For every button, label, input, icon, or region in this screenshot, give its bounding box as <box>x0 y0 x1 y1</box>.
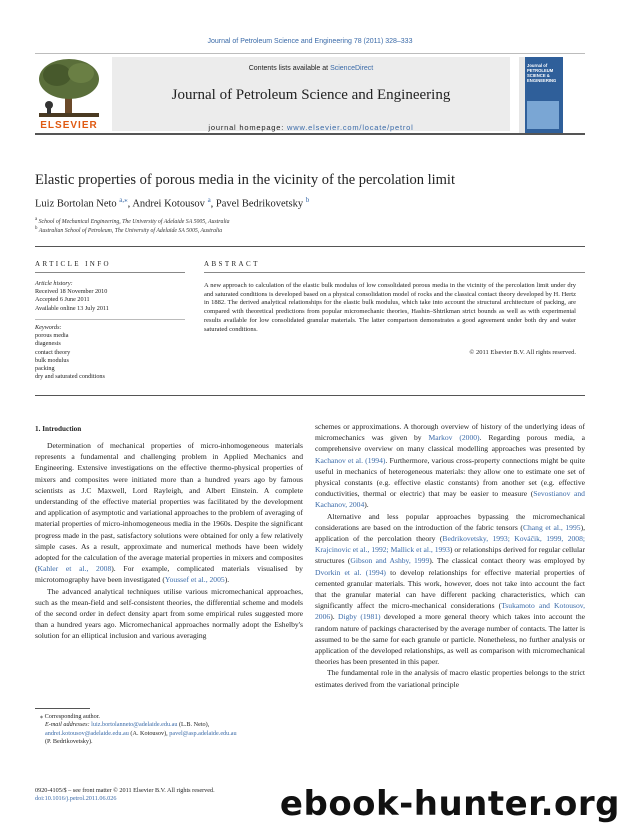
section-heading: 1. Introduction <box>35 425 82 433</box>
paragraph <box>315 667 585 689</box>
author-name: Luiz Bortolan Neto <box>35 198 117 210</box>
citation-link[interactable]: Gibson and Ashby, 1999 <box>350 556 430 566</box>
email-link[interactable]: pavel@asp.adelaide.edu.au <box>169 729 237 737</box>
journal-reference[interactable]: Journal of Petroleum Science and Engineering 78 (2011) 328–333 <box>207 38 413 45</box>
body-text: ). For example, complicated materials visualised by microtomography have been investigated ( <box>35 564 303 585</box>
homepage-prefix: journal homepage: <box>208 123 288 132</box>
author-list: Luiz Bortolan Neto $^{a,⁎}$, Andrei Kotousov $^a$, Pavel Bedrikovetsky $^b$ <box>35 196 310 210</box>
abstract-heading: ABSTRACT <box>204 260 260 268</box>
homepage-line <box>112 123 510 132</box>
footnotes <box>35 713 300 746</box>
abstract-rule <box>204 272 585 273</box>
body-text: Alternative and less popular approaches bypassing the micromechanical considerations are based on the introduction of the fabric tensors ( <box>315 511 585 532</box>
left-column-text <box>35 440 303 642</box>
homepage-link[interactable]: www.elsevier.com/locate/petrol <box>287 123 414 132</box>
footnote-rule <box>35 708 90 709</box>
keywords-block <box>35 324 185 381</box>
citation-link[interactable]: Tsukamoto and Kotousov, 2006 <box>315 601 585 622</box>
body-text: ). <box>364 500 369 510</box>
body-text: to develop relationships for effective material properties of cemented granular materials. This work, however, does not take into account the fact that the granular material can have different packing characteristics, which can significantly affect the micro-mechanical considerations ( <box>315 567 586 611</box>
paragraph <box>315 511 585 668</box>
journal-cover-thumbnail <box>519 57 563 133</box>
citation-link[interactable]: Kahler et al., 2008 <box>37 564 112 574</box>
email-owner: (A. Kotousov), <box>128 729 170 737</box>
keyword: bulk modulus <box>35 356 69 364</box>
online-date: Available online 13 July 2011 <box>35 304 109 312</box>
keyword: porous media <box>35 332 69 340</box>
body-text: schemes or approximations. A thorough overview of history of the underlying ideas of micromechanics was given by <box>315 422 585 443</box>
journal-title: Journal of Petroleum Science and Engineering <box>171 87 451 103</box>
cover-title: Journal of PETROLEUM SCIENCE & ENGINEERING <box>527 63 557 83</box>
article-history <box>35 280 185 313</box>
body-text: . Regarding porous media, a comprehensive overview on many classical modelling approaches was presented by <box>315 433 585 454</box>
email-line <box>35 721 300 729</box>
keyword: diagenesis <box>35 340 61 348</box>
body-text: ) or relationships derived for regular cellular structures ( <box>315 545 585 566</box>
affiliation-text: School of Mechanical Engineering, The University of Adelaide SA 5005, Australia <box>38 218 230 225</box>
article-info-rule <box>35 272 185 273</box>
abstract-bottom-rule <box>35 395 585 396</box>
keyword: packing <box>35 365 55 373</box>
contents-line <box>112 65 510 72</box>
paragraph <box>35 586 303 642</box>
keywords-rule <box>35 319 185 320</box>
affiliation-b <box>35 226 595 234</box>
author-name: Pavel Bedrikovetsky <box>215 198 304 210</box>
cover-spine <box>519 57 525 133</box>
citation-link[interactable]: Kachanov et al. (1994) <box>315 455 386 465</box>
body-text: The advanced analytical techniques utilise various micromechanical approaches, such as the mean-field and self-consistent theories, the differential scheme and models of the second order in defect density apart from some empirical rules suggested more than a hundred years ago. Micromechanical approaches normally adopt the Eshelby's solution for an elliptical inclusion and various averaging <box>35 586 303 641</box>
abstract-copyright: © 2011 Elsevier B.V. All rights reserved. <box>469 349 576 356</box>
citation-link[interactable]: Dvorkin et al. (1994) <box>315 567 386 577</box>
keyword: contact theory <box>35 348 71 356</box>
paragraph <box>35 440 303 586</box>
masthead-top-rule <box>35 53 585 54</box>
paragraph <box>315 421 585 511</box>
history-label: Article history: <box>35 280 73 287</box>
affiliation-marker: a <box>35 217 38 222</box>
masthead-bottom-rule <box>35 133 585 135</box>
email-label: E-mail addresses: <box>45 721 92 729</box>
body-text: The fundamental role in the analysis of macro elastic properties belongs to the strict estimates derived from the variational principle <box>315 668 585 689</box>
citation-link[interactable]: Bedrikovetsky, 1993; Kováčik, 1999, 2008; Krajcinovic et al., 1992; Mallick et al., 1993 <box>315 534 586 555</box>
body-text: ). <box>224 575 230 585</box>
received-date: Received 18 November 2010 <box>35 288 108 296</box>
article-info-heading: ARTICLE INFO <box>35 260 112 268</box>
citation-link[interactable]: Digby (1981) <box>337 612 381 622</box>
email-owner: (P. Bedrikovetsky). <box>45 737 93 745</box>
body-text: ). The classical contact theory was employed by <box>429 556 585 566</box>
author-superscript[interactable]: a,⁎ <box>119 196 128 204</box>
email-line <box>35 730 300 738</box>
contents-prefix: Contents lists available at <box>248 65 331 72</box>
email-link[interactable]: andrei.kotousov@adelaide.edu.au <box>45 729 129 737</box>
author-superscript[interactable]: a <box>207 196 211 204</box>
accepted-date: Accepted 6 June 2011 <box>35 296 90 304</box>
corresponding-author-note: ⁎ Corresponding author. <box>40 713 100 720</box>
article-title: Elastic properties of porous media in the vicinity of the percolation limit <box>35 172 455 188</box>
affiliation-a <box>35 217 595 225</box>
abstract-text: A new approach to calculation of the elastic bulk modulus of low consolidated porous media in the vicinity of the percolation limit under dry and saturated conditions is developed based on a physical consolidation model of rocks and the classical contact theory developed by H. Hertz in 1882. The derived analytical relationships for the elastic bulk modulus, which take into account the structural architecture of packing, are compared with theoretical predictions from popular micromechanic theories, Hashin–Shtrikman strict bounds as well as with experimental results available for low consolidated granular materials. The latter comparison demonstrates a good agreement under both dry and water saturated conditions. <box>204 282 576 333</box>
keyword: dry and saturated conditions <box>35 373 105 381</box>
body-text: . Furthermore, various cross-property connections might be quite useful in mechanics of heterogeneous materials: they allow one to estimate one set of physical constants (e.g. effective elastic constants) from another set (e.g. effective conductivities, thermal or electric) that may be easier to measure ( <box>315 455 585 499</box>
email-link[interactable]: luiz.bortolanneto@adelaide.edu.au <box>91 721 178 729</box>
body-text: ), application of the percolation theory ( <box>315 522 585 544</box>
citation-link[interactable]: Youssef et al., 2005 <box>164 575 225 585</box>
author-name: Andrei Kotousov <box>132 198 205 210</box>
affiliation-text: Australian School of Petroleum, The University of Adelaide SA 5005, Australia <box>38 227 223 234</box>
author-superscript[interactable]: b <box>305 196 310 204</box>
citation-link[interactable]: Markov (2000) <box>428 433 480 443</box>
body-text: ). <box>330 612 338 622</box>
body-text: developed a more general theory which takes into account the random nature of packings characterised by the average number of contacts. The latter is assumed to be the same for each granule or particle. Nonetheless, no further analysis or application of the developed relationships, as well as comparison with micromechanical theories has been presented in this paper. <box>315 612 585 667</box>
issn-line: 0920-4105/$ – see front matter © 2011 Elsevier B.V. All rights reserved. <box>35 787 215 794</box>
publisher-name: ELSEVIER <box>40 120 98 131</box>
citation-link[interactable]: Sevostianov and Kachanov, 2004 <box>315 489 585 510</box>
title-block-rule <box>35 246 585 247</box>
sciencedirect-link[interactable]: ScienceDirect <box>330 65 374 72</box>
doi-link[interactable]: doi:10.1016/j.petrol.2011.06.026 <box>35 795 117 803</box>
citation-link[interactable]: Chang et al., 1995 <box>522 522 581 532</box>
cover-image <box>527 101 559 129</box>
affiliation-marker: b <box>35 226 38 231</box>
keywords-label: Keywords: <box>35 324 62 331</box>
email-owner: (L.B. Neto), <box>177 721 210 729</box>
watermark: ebook-hunter.org <box>279 784 620 824</box>
body-text: Determination of mechanical properties of micro-inhomogeneous materials represents a fundamental and challenging problem in Applied Mechanics and Engineering. Extensive investigations on the effective thermo-physical properties of mixers and composites were initiated more than a hundred years ago by famous scientists as J.C Maxwell, Lord Rayleigh, and Albert Einstein. A complete understanding of the effective material properties was facilitated by the development and application of asymptotic and variational approaches to the problem of averaging of material properties of micro-inhomogeneous media in the 1960s. Despite the significant progress made in the past, satisfactory solutions were obtained for only a few relatively simple cases. As a result, approximate and numerical methods have been widely adopted for the calculation of the average material properties in mixers and composites ( <box>35 441 303 574</box>
right-column-text <box>315 421 585 690</box>
